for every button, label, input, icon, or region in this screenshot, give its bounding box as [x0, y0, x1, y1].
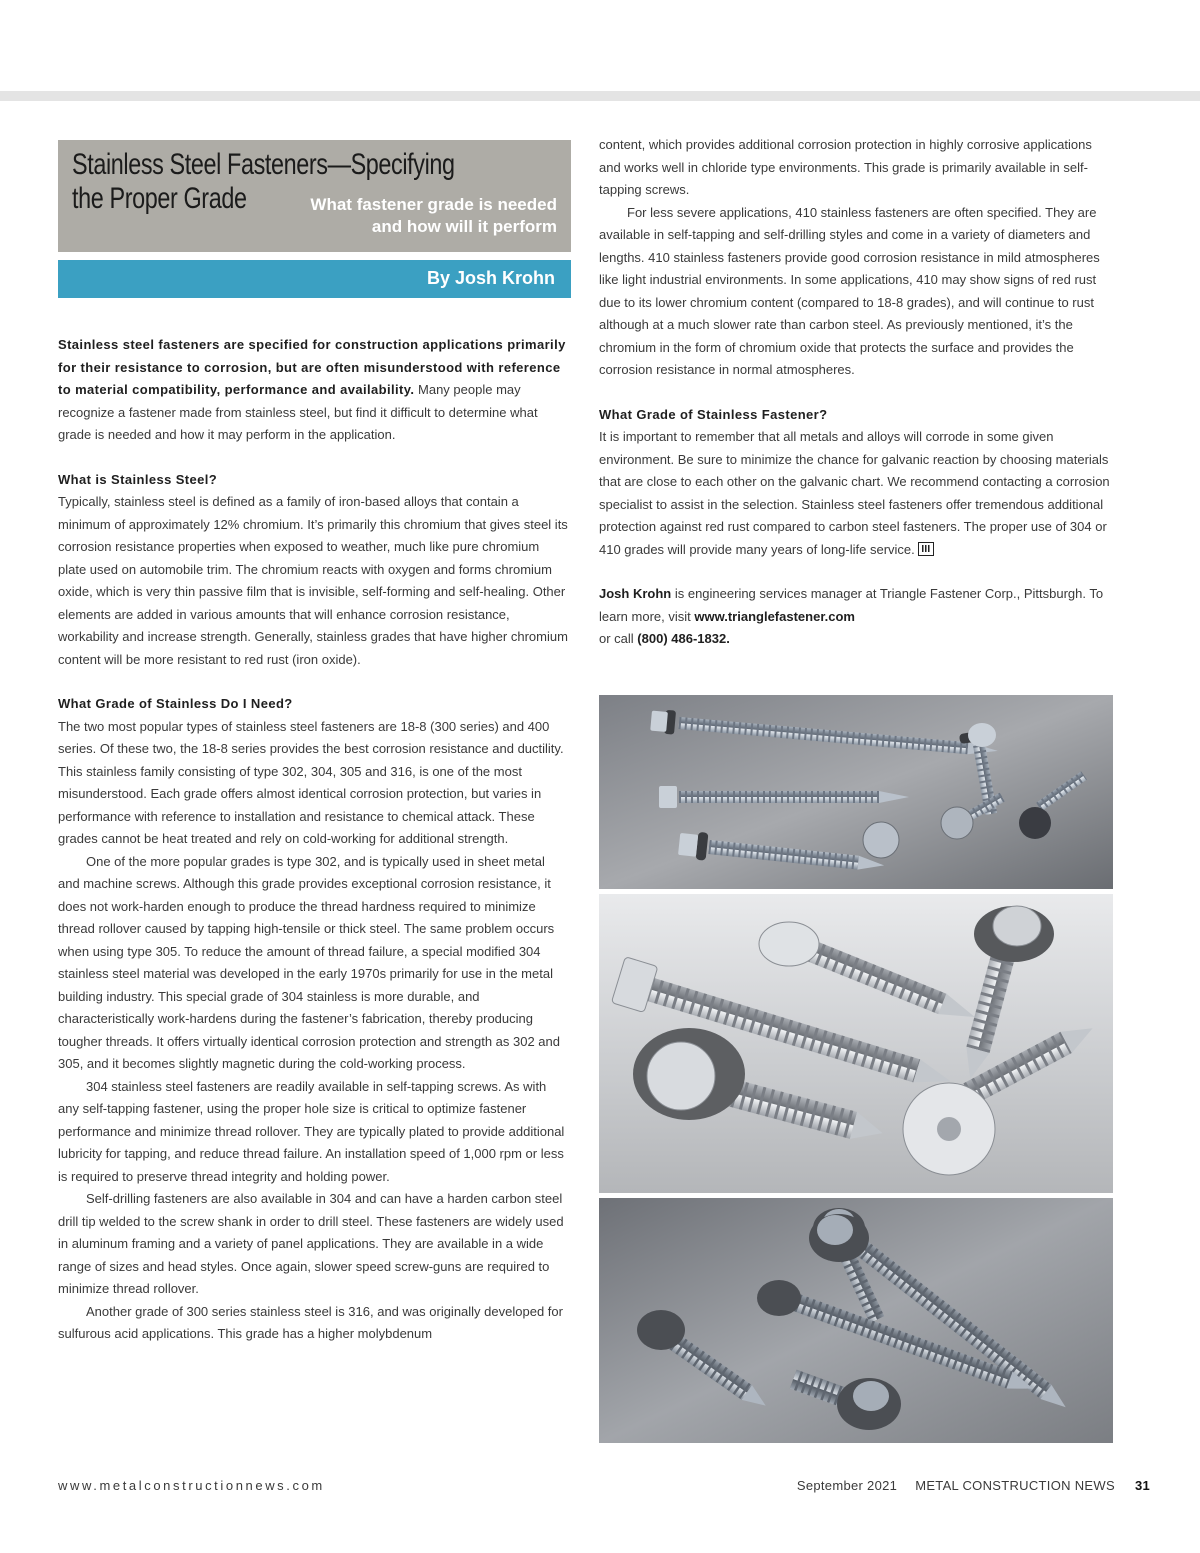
subtitle-line-2: and how will it perform [371, 217, 557, 236]
self-tapping-screws-image-icon [599, 1198, 1113, 1443]
phone-number: (800) 486-1832. [637, 631, 730, 646]
fasteners-photo-1 [599, 695, 1113, 889]
paragraph: For less severe applications, 410 stainless fasteners are often specified. They are available in self-tapping and self-drilling styles and come in a variety of diameters and lengths. 410 stainless fasteners provide good corrosion resistance in mild atmospheres like light industrial environments. In some applications, 410 may show signs of red rust due to its lower chromium content (compared to 18-8 grades), and will continue to rust although at a much slower rate than carbon steel. As previously mentioned, it’s the chromium in the form of chromium oxide that protects the surface and provides the corrosion resistance in normal atmospheres. [599, 204, 1100, 377]
footer-issue-date: September 2021 [796, 1478, 898, 1493]
fasteners-photo-3 [599, 1198, 1113, 1443]
paragraph-text: It is important to remember that all metals and alloys will corrode in some given environment. Be sure to minimize the chance for galvanic reaction by choosing materials that are close to each other on the galvanic chart. We recommend contacting a corrosion specialist to assist in the selection. Stainless steel fasteners offer tremendous additional protection against red rust compared to carbon steel fasteners. The proper use of 304 or 410 grades will provide many years of long-life service. [599, 429, 1110, 557]
bio-text-call: or call [599, 631, 638, 646]
fasteners-photo-2 [599, 894, 1113, 1193]
paragraph: Self-drilling fasteners are also available in 304 and can have a harden carbon steel drill tip welded to the screw shank in order to drill steel. These fasteners are widely used in aluminum framing and a variety of panel applications. They are available in a wide range of sizes and head styles. Once again, slower speed screw-guns are required to minimize thread rollover. [58, 1191, 564, 1296]
article-subtitle [227, 194, 557, 238]
paragraph: Another grade of 300 series stainless steel is 316, and was originally developed for sulfurous acid applications. This grade has a higher molybdenum [58, 1303, 563, 1341]
article-title-line-1: Stainless Steel Fasteners—Specifying [72, 148, 455, 181]
screws-closeup-image-icon [599, 894, 1113, 1193]
right-column [599, 134, 1115, 651]
left-column [58, 334, 570, 1346]
footer-magazine-name: METAL CONSTRUCTION NEWS [915, 1478, 1115, 1493]
paragraph: Typically, stainless steel is defined as a family of iron-based alloys that contain a minimum of approximately 12% chromium. It’s primarily this chromium that gives steel its corrosion resistance properties when exposed to weather, much like pure chromium plate used on automobile trim. The chromium reacts with oxygen and forms chromium oxide, which is very thin passive film that is invisible, self-forming and self-healing. Other elements are added in various amounts that will enhance corrosion resistance, workability and increase strength. Generally, stainless grades that have higher chromium content will be more resistant to red rust (iron oxide). [58, 494, 568, 667]
heading-what-grade-of-fastener: What Grade of Stainless Fastener? [599, 406, 828, 422]
paragraph: 304 stainless steel fasteners are readily available in self-tapping screws. As with any self-tapping fastener, using the proper hole size is critical to optimize fastener performance and minimize thread rollover. They are typically plated to provide additional lubricity for tapping, and reduce thread failure. An installation speed of 1,000 rpm or less is required to preserve thread integrity and holding power. [58, 1078, 565, 1184]
page-number: 31 [1134, 1478, 1150, 1493]
heading-what-is-stainless: What is Stainless Steel? [58, 471, 218, 487]
bio-text: is engineering services manager at Triangle Fastener Corp., Pittsburgh. To learn more, visit [599, 586, 1104, 624]
author-name: Josh Krohn [599, 586, 672, 601]
footer-website[interactable]: www.metalconstructionnews.com [58, 1478, 325, 1493]
footer-issue-info [797, 1478, 1150, 1493]
article-title-box [58, 140, 571, 252]
subtitle-line-1: What fastener grade is needed [310, 195, 557, 214]
end-mark-icon [918, 542, 934, 556]
top-rule [0, 91, 1200, 101]
byline-bar [58, 260, 571, 298]
screws-image-icon [599, 695, 1113, 889]
paragraph [599, 426, 1115, 561]
author-bio [599, 583, 1115, 651]
lead-paragraph [58, 334, 570, 447]
paragraph: The two most popular types of stainless steel fasteners are 18-8 (300 series) and 400 series. Of these two, the 18-8 series provides the best corrosion resistance and ductility. This stainless family consisting of type 302, 304, 305 and 316, is one of the most misunderstood. Each grade offers almost identical corrosion protection, but varies in performance with reference to installation and resistance to chemical attack. These grades cannot be heat treated and rely on cold-working for additional strength. [58, 718, 564, 846]
lead-rest: Many people may recognize a fastener made from stainless steel, but find it difficult to determine what grade is needed and how it may perform in the application. [58, 382, 538, 442]
heading-what-grade-do-i-need: What Grade of Stainless Do I Need? [58, 696, 293, 711]
paragraph: content, which provides additional corrosion protection in highly corrosive applications and works well in chloride type environments. This grade is primarily available in self-tapping screws. [599, 137, 1092, 197]
article-title-line-2: the Proper Grade [72, 182, 247, 215]
paragraph: One of the more popular grades is type 302, and is typically used in sheet metal and machine screws. Although this grade provides exceptional corrosion resistance, it does not work-harden enough to produce the thread hardness required to minimize thread rollover caused by tapping high-tensile or thick steel. The same problem occurs when using type 305. To reduce the amount of thread failure, a special modified 304 stainless steel material was developed in the early 1970s primarily for use in the metal building industry. This special grade of 304 stainless is more durable, and characteristically work-hardens during the fastener’s fabrication, thereby producing tougher threads. It offers virtually identical corrosion protection and strength as 302 and 305, and it becomes slightly magnetic during the cold-working process. [58, 853, 560, 1071]
website-link[interactable]: www.trianglefastener.com [694, 608, 855, 624]
byline: By Josh Krohn [426, 268, 555, 288]
lead-bold: Stainless steel fasteners are specified for construction applications primarily for their resistance to corrosion, but are often misunderstood with reference to material compatibility, performance and availability. [58, 337, 566, 397]
